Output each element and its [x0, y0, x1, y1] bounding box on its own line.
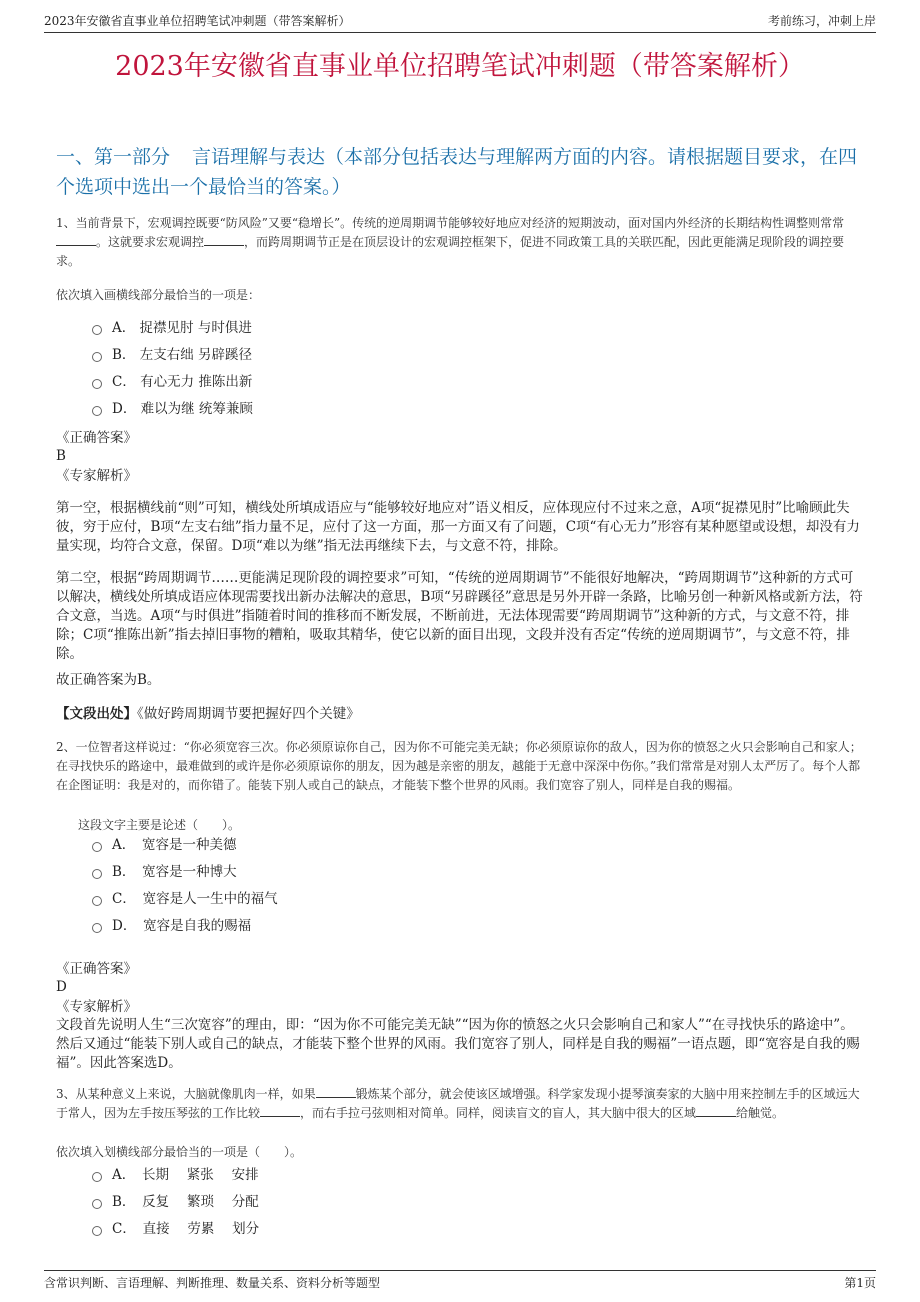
- q3-stem-part-d: 给触觉。: [736, 1106, 785, 1120]
- q3-stem-part-b: 锻炼某个部分，就会使该区域增强。科学家发现小提琴演奏家的大脑中用来控制左手的区域远大于常人，因为左手按压琴弦的工作比较: [56, 1087, 860, 1120]
- q3-stem-part-c: ，而右手拉弓弦则相对简单。同样，阅读盲文的盲人，其大脑中很大的区域: [300, 1106, 697, 1120]
- q2-analysis-label: 《专家解析》: [56, 999, 137, 1015]
- q2-answer: D: [56, 979, 67, 995]
- blank-line: [316, 1085, 356, 1098]
- page-footer: [44, 1270, 876, 1291]
- section-heading: [56, 142, 864, 202]
- q2-answer-label: 《正确答案》: [56, 961, 137, 977]
- q3-stem-part-a: 3、从某种意义上来说，大脑就像肌肉一样，如果: [56, 1087, 316, 1101]
- page-title: 2023年安徽省直事业单位招聘笔试冲刺题（带答案解析）: [115, 51, 805, 82]
- q1-option-a[interactable]: [92, 319, 252, 337]
- header-doc-title: 2023年安徽省直事业单位招聘笔试冲刺题（带答案解析）: [44, 14, 351, 28]
- q3-option-c[interactable]: [92, 1220, 259, 1238]
- q3-option-a[interactable]: [92, 1166, 259, 1184]
- option-label: A． 长期 紧张 安排: [112, 1167, 259, 1183]
- q1-stem-part-c: ，而跨周期调节正是在顶层设计的宏观调控框架下，促进不同政策工具的关联匹配，因此更能满足现阶段的调控要求。: [56, 235, 845, 268]
- q2-ask: 这段文字主要是论述（ ）。: [78, 818, 241, 832]
- blank-line: [204, 233, 244, 246]
- q1-analysis-para2: 第二空，根据“跨周期调节……更能满足现阶段的调控要求”可知，“传统的逆周期调节”不能很好地解决，“跨周期调节”这种新的方式可以解决，横线处所填成语应体现需要找出新办法解决的意思，B项“另辟蹊径”意思是另外开辟一条路，比喻另创一种新风格或新方法，符合文意，当选。A项“与时俱进”指随着时间的推移而不断发展，不断前进，无法体现需要“跨周期调节”这种新的方式，与文意不符，排除；C项“推陈出新”指去掉旧事物的糟粕，吸取其精华，使它以新的面目出现，文段并没有否定“传统的逆周期调节”，与文意不符，排除。: [56, 570, 863, 662]
- source-label: 【文段出处】: [56, 706, 137, 722]
- q2-analysis: 文段首先说明人生“三次宽容”的理由，即：“因为你不可能完美无缺”“因为你的愤怒之火只会影响自己和家人”“在寻找快乐的路途中”。然后又通过“能装下别人或自己的缺点，才能装下整个世界的风雨。我们宽容了别人，同样是自我的赐福”一语点题，即“宽容是自我的赐福”。因此答案选D。: [56, 1017, 860, 1071]
- radio-icon[interactable]: [92, 842, 102, 852]
- q3-ask: 依次填入划横线部分最恰当的一项是（ ）。: [56, 1145, 303, 1159]
- q3-option-b[interactable]: [92, 1193, 259, 1211]
- q1-stem: [56, 214, 864, 271]
- header-slogan: 考前练习，冲刺上岸: [767, 14, 876, 28]
- option-label: B． 反复 繁琐 分配: [112, 1194, 259, 1210]
- q1-analysis-para1: 第一空，根据横线前“则”可知，横线处所填成语应与“能够较好地应对”语义相反，应体现应付不过来之意，A项“捉襟见肘”比喻顾此失彼，穷于应付，B项“左支右绌”指力量不足，应付了这一方面，那一方面又有了问题，C项“有心无力”形容有某种愿望或设想，却没有力量实现，均符合文意，保留。D项“难以为继”指无法再继续下去，与文意不符，排除。: [56, 500, 860, 554]
- q1-answer-label: 《正确答案》: [56, 430, 137, 446]
- q1-option-d[interactable]: [92, 400, 253, 418]
- blank-line: [260, 1104, 300, 1117]
- q1-option-c[interactable]: [92, 373, 252, 391]
- radio-icon[interactable]: [92, 325, 102, 335]
- page-header: [44, 12, 876, 33]
- q1-conclusion: 故正确答案为B。: [56, 672, 161, 688]
- option-label: D． 难以为继 统筹兼顾: [112, 401, 253, 417]
- page-number: 第1页: [844, 1276, 876, 1290]
- q1-stem-part-b: 。这就要求宏观调控: [96, 235, 205, 249]
- blank-line: [696, 1104, 736, 1117]
- radio-icon[interactable]: [92, 1199, 102, 1209]
- radio-icon[interactable]: [92, 1226, 102, 1236]
- q2-option-a[interactable]: [92, 836, 237, 854]
- option-label: C． 有心无力 推陈出新: [112, 374, 253, 390]
- q2-option-b[interactable]: [92, 863, 237, 881]
- radio-icon[interactable]: [92, 379, 102, 389]
- footer-description: 含常识判断、言语理解、判断推理、数量关系、资料分析等题型: [44, 1276, 381, 1290]
- q1-option-b[interactable]: [92, 346, 252, 364]
- q1-stem-part-a: 1、当前背景下，宏观调控既要“防风险”又要“稳增长”。传统的逆周期调节能够较好地应对经济的短期波动，面对国内外经济的长期结构性调整则常常: [56, 216, 845, 230]
- blank-line: [56, 233, 96, 246]
- section-text: 言语理解与表达（本部分包括表达与理解两方面的内容。请根据题目要求，在四个选项中选出一个最恰当的答案。）: [56, 146, 858, 198]
- q1-answer: B: [56, 448, 66, 464]
- q2-stem: 2、一位智者这样说过：“你必须宽容三次。你必须原谅你自己，因为你不可能完美无缺；你必须原谅你的敌人，因为你的愤怒之火只会影响自己和家人；在寻找快乐的路途中，最难做到的或许是你必须原谅你的朋友，因为越是亲密的朋友，越能于无意中深深中伤你。”我们常常是对别人太严厉了。每个人都在企图证明：我是对的，而你错了。能装下别人或自己的缺点，才能装下整个世界的风雨。我们宽容了别人，同样是自我的赐福。: [56, 740, 862, 792]
- q2-option-c[interactable]: [92, 890, 278, 908]
- q1-source: [56, 705, 864, 724]
- radio-icon[interactable]: [92, 1172, 102, 1182]
- section-label: 一、第一部分: [56, 146, 171, 168]
- option-label: A． 捉襟见肘 与时俱进: [112, 320, 252, 336]
- radio-icon[interactable]: [92, 923, 102, 933]
- option-label: A． 宽容是一种美德: [112, 837, 237, 853]
- option-label: B． 宽容是一种博大: [112, 864, 237, 880]
- option-label: C． 直接 劳累 划分: [112, 1221, 260, 1237]
- radio-icon[interactable]: [92, 352, 102, 362]
- q1-ask: 依次填入画横线部分最恰当的一项是：: [56, 288, 261, 302]
- q1-analysis-label: 《专家解析》: [56, 468, 137, 484]
- option-label: C． 宽容是人一生中的福气: [112, 891, 278, 907]
- q2-option-d[interactable]: [92, 917, 251, 935]
- q3-stem: [56, 1085, 864, 1123]
- source-title: 《做好跨周期调节要把握好四个关键》: [137, 706, 360, 722]
- radio-icon[interactable]: [92, 896, 102, 906]
- radio-icon[interactable]: [92, 406, 102, 416]
- option-label: D． 宽容是自我的赐福: [112, 918, 252, 934]
- radio-icon[interactable]: [92, 869, 102, 879]
- option-label: B． 左支右绌 另辟蹊径: [112, 347, 253, 363]
